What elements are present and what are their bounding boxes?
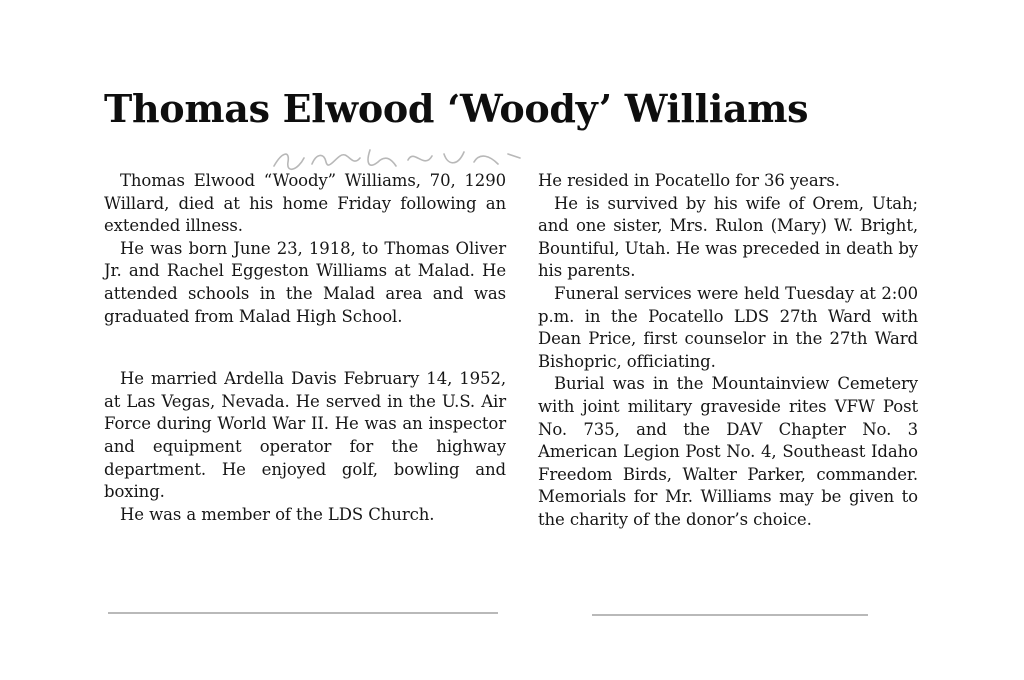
headline: Thomas Elwood ‘Woody’ Williams — [104, 86, 809, 131]
paragraph: He resided in Pocatello for 36 years. — [538, 171, 840, 190]
article-column-left — [104, 170, 506, 526]
scan-smudge — [108, 612, 498, 614]
scan-smudge — [592, 614, 868, 616]
paragraph: Burial was in the Mountainview Cemetery with joint military graveside rites VFW Post No. 735, and the DAV Chapter No. 3 American Legion Post No. 4, Southeast Idaho Freedom Birds, Walter Parker, commander. Memorials for Mr. Williams may be given to the charity of the donor’s choice. — [538, 374, 918, 529]
handwritten-annotation — [268, 140, 538, 174]
paragraph: He married Ardella Davis February 14, 1952, at Las Vegas, Nevada. He served in the U.S. Air Force during World War II. He was an inspector and equipment operator for the highway department. He enjoyed golf, bowling and boxing. — [104, 369, 506, 502]
paragraph: He was born June 23, 1918, to Thomas Oliver Jr. and Rachel Eggeston Williams at Malad. He attended schools in the Malad area and was graduated from Malad High School. — [104, 238, 506, 326]
paragraph: Funeral services were held Tuesday at 2:00 p.m. in the Pocatello LDS 27th Ward with Dean Price, first counselor in the 27th Ward Bishopric, officiating. — [538, 283, 918, 371]
paragraph: He is survived by his wife of Orem, Utah; and one sister, Mrs. Rulon (Mary) W. Bright, Bountiful, Utah. He was preceded in death by his parents. — [538, 193, 918, 281]
paragraph: Thomas Elwood “Woody” Williams, 70, 1290 Willard, died at his home Friday following an extended illness. — [104, 171, 506, 236]
article-column-right — [538, 170, 918, 532]
paragraph: He was a member of the LDS Church. — [120, 504, 435, 524]
